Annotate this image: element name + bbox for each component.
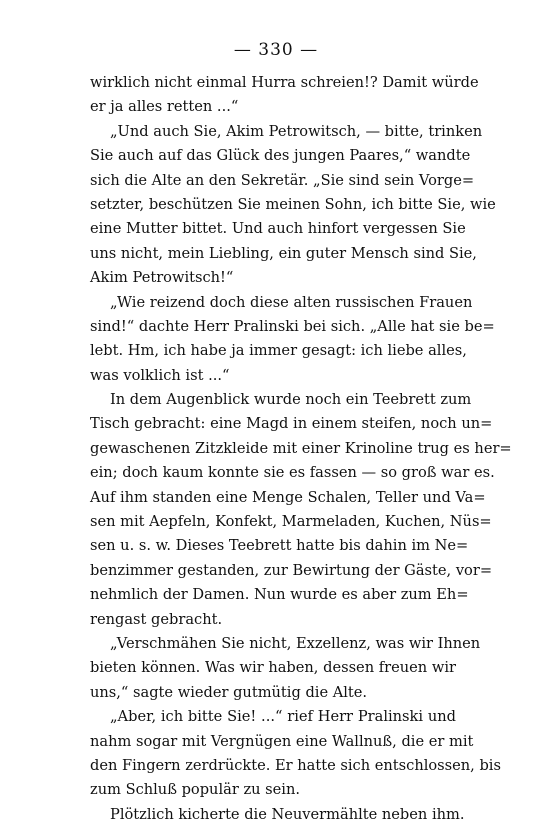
text-line: Plötzlich kicherte die Neuvermählte neben ihm. [110, 805, 465, 823]
text-line: eine Mutter bittet. Und auch hinfort vergessen Sie [90, 220, 466, 238]
text-line: ein; doch kaum konnte sie es fassen — so groß war es. [90, 464, 495, 482]
text-line: gewaschenen Zitzkleide mit einer Krinoline trug es her= [90, 439, 512, 457]
text-line: rengast gebracht. [90, 610, 223, 628]
text-line: benzimmer gestanden, zur Bewirtung der Gäste, vor= [90, 561, 493, 579]
text-line: sen u. s. w. Dieses Teebrett hatte bis dahin im Ne= [90, 537, 469, 555]
text-line: den Fingern zerdrückte. Er hatte sich entschlossen, bis [90, 756, 501, 774]
text-line: Tisch gebracht: eine Magd in einem steifen, noch un= [90, 415, 493, 433]
text-line: „Wie reizend doch diese alten russischen Frauen [110, 293, 473, 311]
text-line: „Und auch Sie, Akim Petrowitsch, — bitte, trinken [110, 122, 483, 140]
text-line: „Aber, ich bitte Sie! ...“ rief Herr Pralinski und [110, 708, 456, 726]
text-line: uns nicht, mein Liebling, ein guter Mensch sind Sie, [90, 244, 477, 262]
text-line: In dem Augenblick wurde noch ein Teebrett zum [110, 391, 472, 409]
text-line: lebt. Hm, ich habe ja immer gesagt: ich liebe alles, [90, 342, 467, 360]
text-line: Auf ihm standen eine Menge Schalen, Teller und Va= [90, 488, 486, 506]
page-number: — 330 — [233, 40, 319, 60]
text-line: Sie auch auf das Glück des jungen Paares,“ wandte [90, 147, 471, 165]
text-line: sen mit Aepfeln, Konfekt, Marmeladen, Kuchen, Nüs= [90, 513, 492, 531]
text-line: setzter, beschützen Sie meinen Sohn, ich bitte Sie, wie [90, 195, 496, 213]
text-line: Akim Petrowitsch!“ [90, 269, 234, 287]
text-line: uns,“ sagte wieder gutmütig die Alte. [90, 683, 368, 701]
text-line: sind!“ dachte Herr Pralinski bei sich. „Alle hat sie be= [90, 317, 495, 335]
body-text [90, 71, 512, 827]
text-line: sich die Alte an den Sekretär. „Sie sind sein Vorge= [90, 171, 475, 189]
text-line: zum Schluß populär zu sein. [90, 781, 300, 799]
text-line: wirklich nicht einmal Hurra schreien!? Damit würde [90, 74, 479, 91]
text-line: „Verschmähen Sie nicht, Exzellenz, was wir Ihnen [110, 634, 481, 652]
text-line: nehmlich der Damen. Nun wurde es aber zum Eh= [90, 586, 469, 604]
text-line: nahm sogar mit Vergnügen eine Wallnuß, die er mit [90, 732, 474, 750]
text-line: er ja alles retten ...“ [90, 98, 239, 116]
text-line: bieten können. Was wir haben, dessen freuen wir [90, 659, 456, 677]
text-line: was volklich ist ...“ [90, 366, 230, 384]
